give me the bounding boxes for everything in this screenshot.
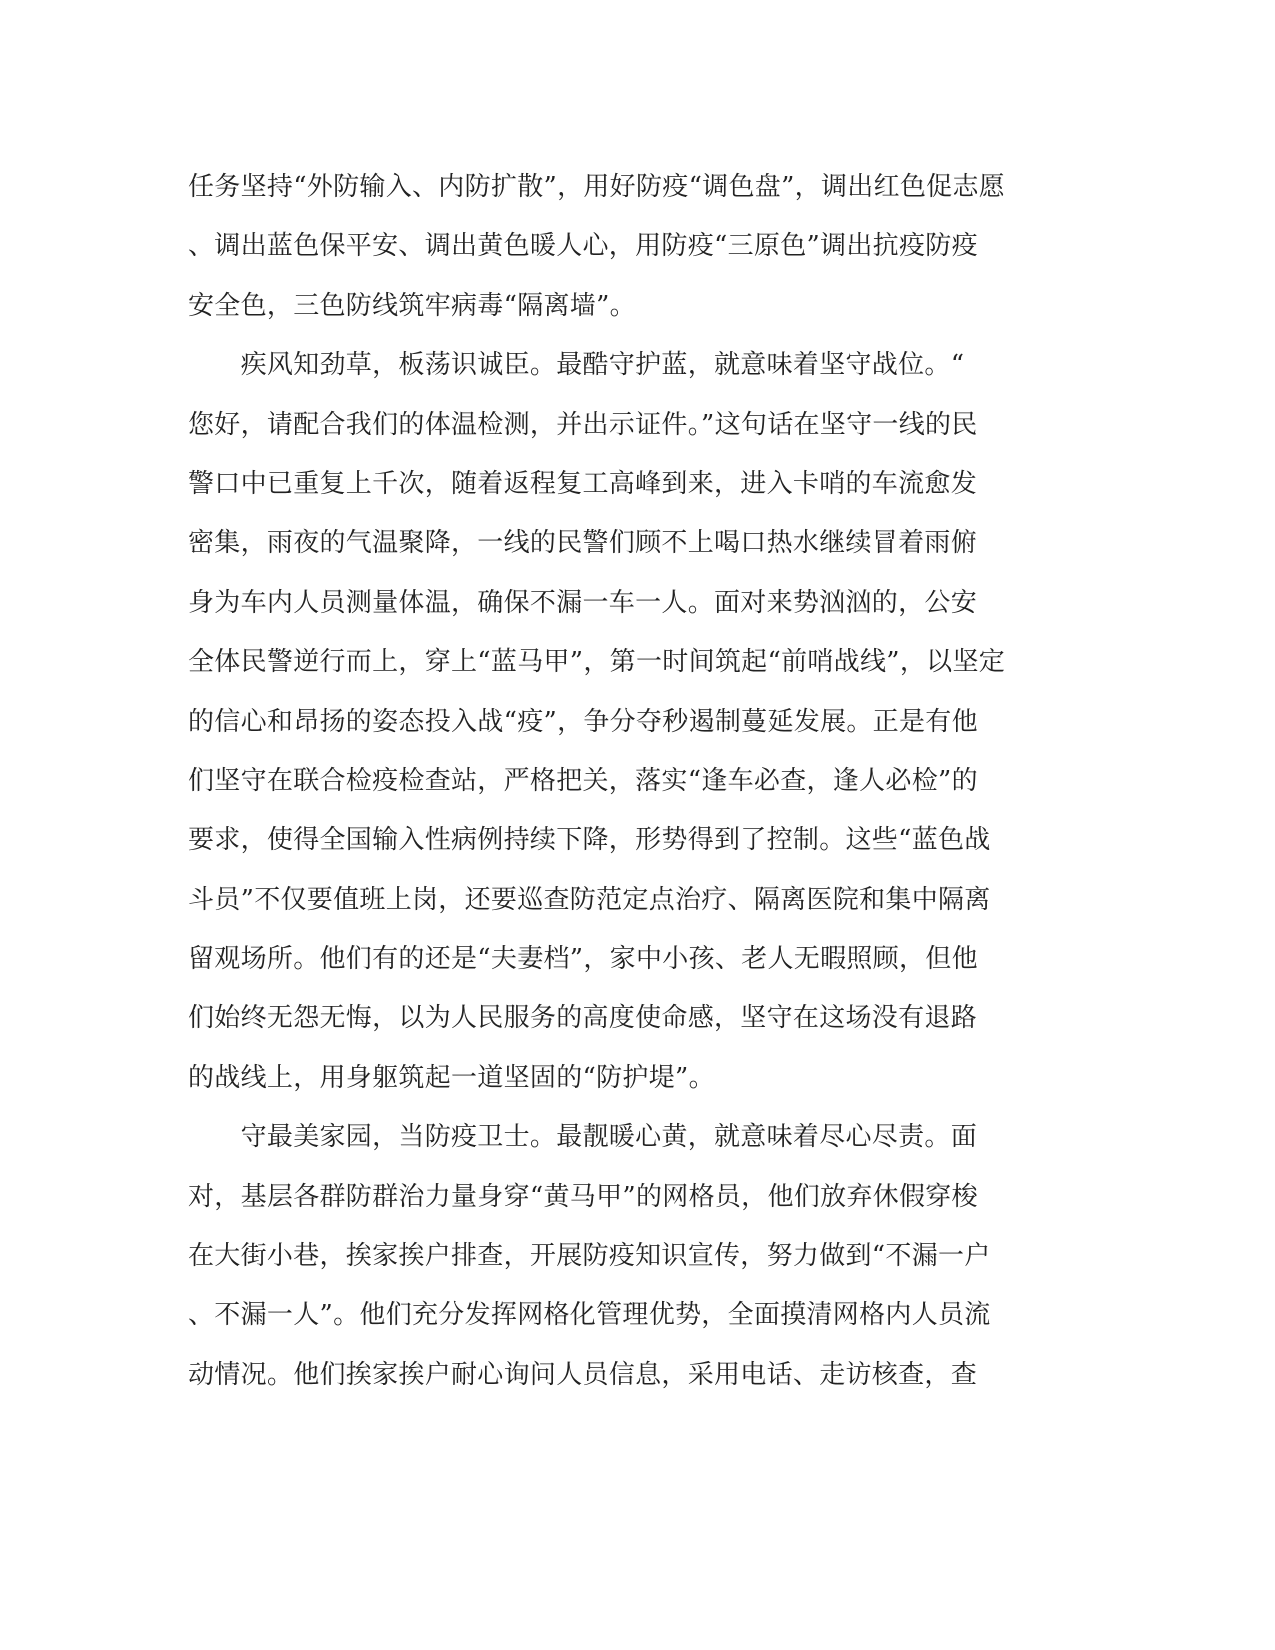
text-line: 留观场所。他们有的还是“夫妻档”，家中小孩、老人无暇照顾，但他 (188, 944, 978, 975)
text-line: 疾风知劲草，板荡识诚臣。最酷守护蓝，就意味着坚守战位。“ (188, 350, 965, 381)
text-line: 们坚守在联合检疫检查站，严格把关，落实“逢车必查，逢人必检”的 (188, 765, 978, 796)
text-line: 要求，使得全国输入性病例持续下降，形势得到了控制。这些“蓝色战 (188, 825, 991, 856)
text-line: 动情况。他们挨家挨户耐心询问人员信息，采用电话、走访核查，查 (188, 1359, 978, 1390)
text-line: 身为车内人员测量体温，确保不漏一车一人。面对来势汹汹的，公安 (188, 587, 978, 618)
text-line: 、不漏一人”。他们充分发挥网格化管理优势，全面摸清网格内人员流 (188, 1300, 991, 1331)
text-line: 斗员”不仅要值班上岗，还要巡查防范定点治疗、隔离医院和集中隔离 (188, 884, 991, 915)
text-line: 们始终无怨无悔，以为人民服务的高度使命感，坚守在这场没有退路 (188, 1003, 978, 1034)
text-line: 的战线上，用身躯筑起一道坚固的“防护堤”。 (188, 1062, 715, 1093)
text-line: 密集，雨夜的气温聚降，一线的民警们顾不上喝口热水继续冒着雨俯 (188, 528, 978, 559)
body-text (188, 158, 1088, 1405)
text-line: 对，基层各群防群治力量身穿“黄马甲”的网格员，他们放弃休假穿梭 (188, 1181, 978, 1212)
text-line: 您好，请配合我们的体温检测，并出示证件。”这句话在坚守一线的民 (188, 409, 978, 440)
text-line: 任务坚持“外防输入、内防扩散”，用好防疫“调色盘”，调出红色促志愿 (188, 172, 1006, 202)
text-line: 守最美家园，当防疫卫士。最靓暖心黄，就意味着尽心尽责。面 (188, 1122, 978, 1153)
text-line: 全体民警逆行而上，穿上“蓝马甲”，第一时间筑起“前哨战线”，以坚定 (188, 647, 1006, 678)
text-line: 警口中已重复上千次，随着返程复工高峰到来，进入卡哨的车流愈发 (188, 468, 978, 499)
text-line: 安全色，三色防线筑牢病毒“隔离墙”。 (188, 290, 636, 321)
text-line: 、调出蓝色保平安、调出黄色暖人心，用防疫“三原色”调出抗疫防疫 (188, 231, 978, 262)
text-line: 在大街小巷，挨家挨户排查，开展防疫知识宣传，努力做到“不漏一户 (188, 1241, 991, 1272)
text-line: 的信心和昂扬的姿态投入战“疫”，争分夺秒遏制蔓延发展。正是有他 (188, 706, 978, 737)
